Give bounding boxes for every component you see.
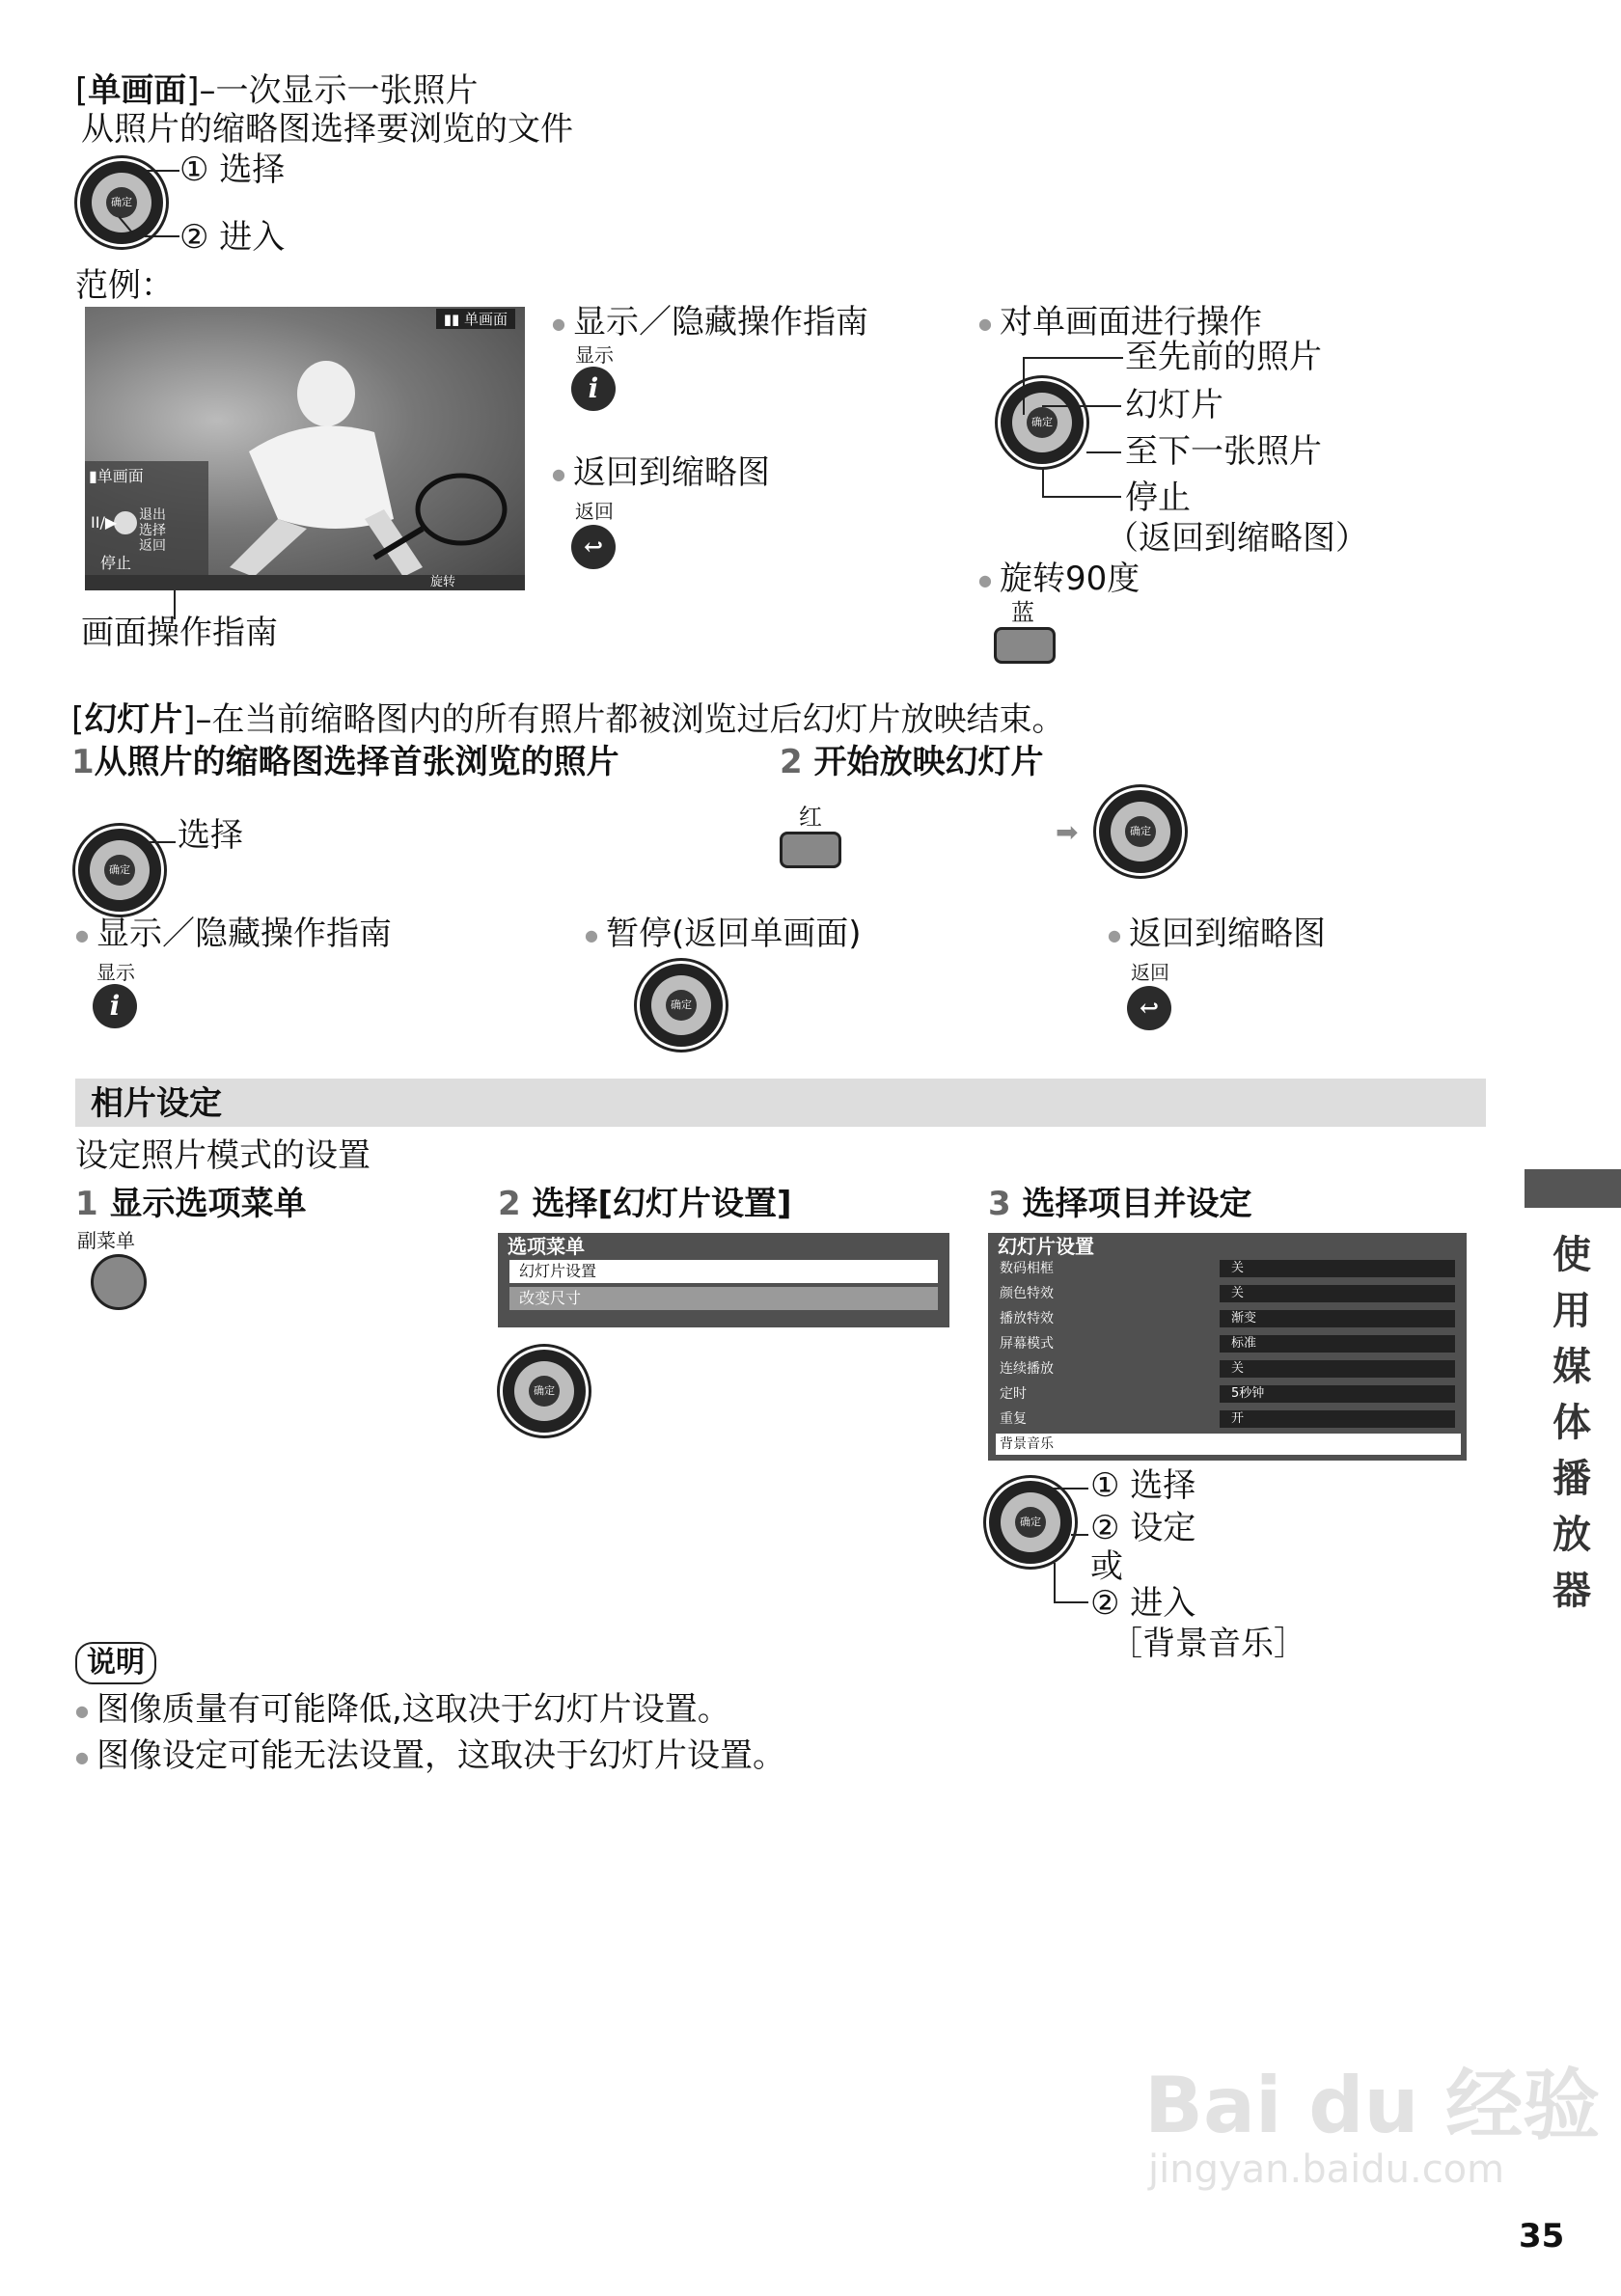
remote-ring-6: 确定 — [500, 1347, 589, 1435]
setting-row-bgm[interactable]: 背景音乐 — [996, 1434, 1461, 1455]
setting-row[interactable]: 定时 5秒钟 — [996, 1383, 1461, 1405]
s3-enter: ② 进入 — [1090, 1584, 1196, 1623]
options-menu-title: 选项菜单 — [508, 1235, 585, 1258]
slideshow-show-btn-label: 显示 — [96, 961, 135, 984]
submenu-btn-label: 副菜单 — [77, 1229, 135, 1252]
info-button-icon[interactable]: i — [571, 367, 616, 411]
slideshow-show-hide: ● 显示／隐藏操作指南 — [75, 913, 392, 957]
blue-button[interactable] — [994, 627, 1056, 664]
back-btn-label: 返回 — [575, 500, 614, 523]
notes-title: 说明 — [75, 1642, 156, 1684]
submenu-button[interactable] — [91, 1254, 147, 1310]
photo-mode-badge: ▮▮ 单画面 — [436, 309, 515, 329]
single-step1: ① 选择 — [179, 150, 286, 189]
slideshow-back-thumb: ● 返回到缩略图 — [1108, 913, 1326, 957]
rotate-label: ● 旋转90度 — [978, 558, 1140, 602]
setting-row[interactable]: 数码相框 关 — [996, 1258, 1461, 1279]
show-btn-label: 显示 — [575, 343, 614, 367]
remote-ring-2: 确定 — [998, 378, 1086, 467]
example-photo — [85, 307, 525, 590]
note-item: ● 图像设定可能无法设置，这取决于幻灯片设置。 — [75, 1735, 785, 1779]
section-title: 相片设定 — [91, 1084, 222, 1123]
slideshow-info-button-icon[interactable]: i — [93, 984, 137, 1028]
guide-caption: 画面操作指南 — [81, 614, 278, 652]
setting-row[interactable]: 连续播放 关 — [996, 1358, 1461, 1380]
ops-slide: 幻灯片 — [1125, 386, 1223, 424]
ops-stop: 停止 — [1125, 478, 1191, 517]
return-button-icon[interactable]: ↩ — [571, 525, 616, 569]
slideshow-step1: 1从照片的缩略图选择首张浏览的照片 — [71, 743, 619, 781]
remote-ring-3: 确定 — [75, 826, 164, 915]
slideshow-step2: 2 开始放映幻灯片 — [780, 743, 1044, 781]
s3-or: 或 — [1090, 1547, 1123, 1586]
slideshow-return-button-icon[interactable]: ↩ — [1127, 986, 1171, 1030]
s3-set: ② 设定 — [1090, 1509, 1196, 1547]
setting-row[interactable]: 屏幕模式 标准 — [996, 1333, 1461, 1354]
options-menu-panel — [498, 1233, 949, 1327]
s3-bgm: ［背景音乐］ — [1110, 1625, 1306, 1663]
slideshow-settings-title: 幻灯片设置 — [998, 1235, 1094, 1258]
red-btn-label: 红 — [799, 804, 822, 831]
red-button[interactable] — [780, 832, 841, 868]
arrow-right-icon: ➡ — [1056, 816, 1079, 848]
show-hide-guide: ● 显示／隐藏操作指南 — [552, 301, 868, 345]
slideshow-settings-panel — [988, 1233, 1467, 1461]
setting-row[interactable]: 颜色特效 关 — [996, 1283, 1461, 1304]
slideshow-back-btn-label: 返回 — [1131, 961, 1169, 984]
section-desc: 设定照片模式的设置 — [75, 1136, 371, 1175]
slideshow-heading: [幻灯片]–在当前缩略图内的所有照片都被浏览过后幻灯片放映结束。 — [71, 700, 1065, 739]
settings-step3: 3 选择项目并设定 — [988, 1185, 1252, 1223]
blue-btn-label: 蓝 — [1011, 599, 1034, 626]
ops-next: 至下一张照片 — [1125, 432, 1322, 471]
page-number: 35 — [1519, 2217, 1565, 2255]
setting-row[interactable]: 播放特效 渐变 — [996, 1308, 1461, 1329]
remote-ring-1: 确定 — [77, 158, 166, 247]
ops-prev: 至先前的照片 — [1125, 338, 1322, 376]
note-item: ● 图像质量有可能降低,这取决于幻灯片设置。 — [75, 1688, 730, 1733]
settings-step1: 1 显示选项菜单 — [75, 1185, 307, 1223]
single-desc: 从照片的缩略图选择要浏览的文件 — [81, 110, 573, 149]
operation-guide-overlay: ▮单画面 退出 选择 返回 II/▶ 停止 — [85, 461, 208, 575]
remote-ring-4: 确定 — [1096, 787, 1185, 876]
section-bar — [75, 1079, 1486, 1127]
watermark-url: jingyan.baidu.com — [1148, 2147, 1505, 2192]
settings-step2: 2 选择[幻灯片设置] — [498, 1185, 792, 1223]
menu-item-slideshow-settings[interactable]: 幻灯片设置 — [509, 1260, 938, 1283]
guide-bottom-bar: 旋转 — [85, 575, 525, 590]
menu-item-resize[interactable]: 改变尺寸 — [509, 1287, 938, 1310]
watermark-logo: Bai du 经验 — [1144, 2061, 1601, 2150]
slideshow-select: 选择 — [178, 816, 243, 855]
back-to-thumb: ● 返回到缩略图 — [552, 451, 770, 496]
single-heading: [单画面]–一次显示一张照片 — [75, 71, 479, 110]
setting-row[interactable]: 重复 开 — [996, 1408, 1461, 1430]
single-step2: ② 进入 — [179, 218, 286, 257]
play-pause-icon: II/▶ — [91, 513, 118, 532]
s3-select: ① 选择 — [1090, 1466, 1196, 1505]
mini-ring-icon — [114, 511, 137, 534]
slideshow-pause: ● 暂停(返回单画面) — [585, 913, 862, 957]
remote-ring-5: 确定 — [637, 961, 726, 1050]
sidebar-tab — [1525, 1169, 1621, 1208]
sidebar-label: 使 用 媒 体 播 放 器 — [1552, 1233, 1591, 1613]
remote-ring-7: 确定 — [986, 1478, 1075, 1567]
example-label: 范例： — [75, 266, 174, 305]
ops-title: ● 对单画面进行操作 — [978, 301, 1262, 345]
ops-stop-note: （返回到缩略图） — [1106, 519, 1368, 558]
